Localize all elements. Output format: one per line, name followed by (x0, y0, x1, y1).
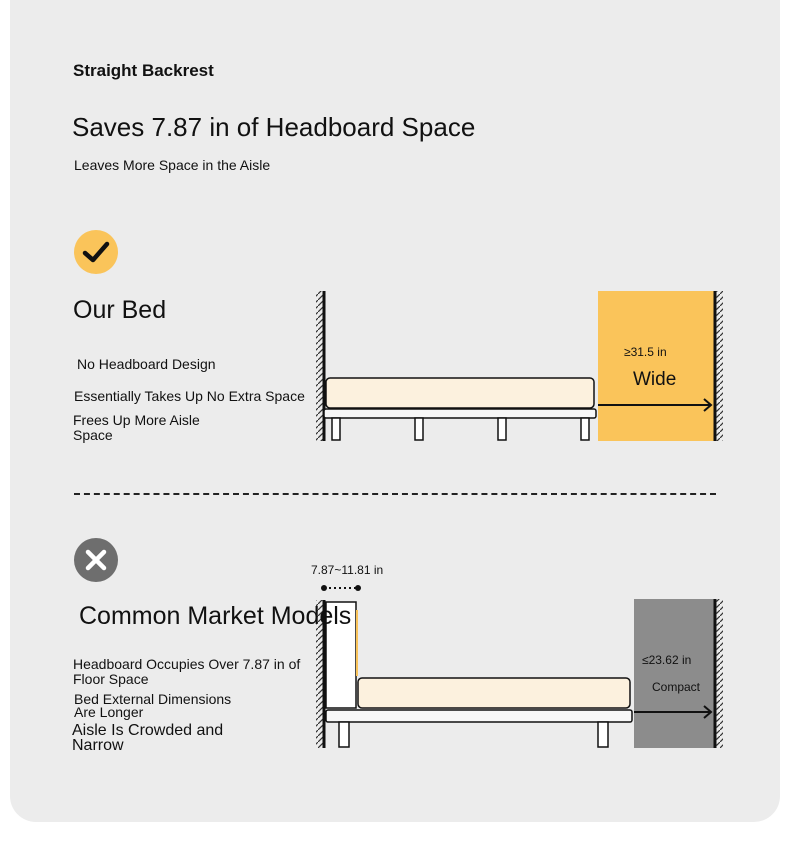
bed-leg (498, 418, 506, 440)
headline: Saves 7.87 in of Headboard Space (72, 112, 476, 142)
bed-leg (339, 722, 349, 747)
our-bed-feature: No Headboard Design (77, 356, 216, 372)
side-wall (716, 291, 723, 441)
aisle-zone-compact (634, 599, 714, 748)
common-models-title: Common Market Models (79, 602, 352, 630)
bed-frame (326, 710, 632, 722)
check-badge (74, 230, 118, 274)
bed-frame (324, 409, 596, 418)
aisle-measure-compact: ≤23.62 in (642, 653, 692, 667)
aisle-label-compact: Compact (652, 680, 701, 694)
aisle-zone-wide (598, 291, 714, 441)
our-bed-illustration (312, 288, 732, 448)
our-bed-title: Our Bed (73, 296, 167, 324)
our-bed-feature: Essentially Takes Up No Extra Space (74, 388, 305, 404)
back-wall (316, 291, 323, 441)
our-bed-feature: Frees Up More Aisle Space (73, 412, 200, 443)
kicker-text: Straight Backrest (73, 61, 214, 80)
aisle-measure-wide: ≥31.5 in (624, 345, 667, 359)
common-models-feature: Aisle Is Crowded and Narrow (72, 722, 224, 754)
cross-icon (74, 538, 118, 582)
subline: Leaves More Space in the Aisle (74, 157, 271, 173)
mattress (326, 378, 594, 408)
bed-leg (415, 418, 423, 440)
mattress (358, 678, 630, 708)
common-models-feature: Bed External Dimensions Are Longer (74, 691, 232, 720)
section-divider (74, 493, 716, 495)
headboard-measure: 7.87~11.81 in (311, 563, 384, 577)
common-models-feature: Headboard Occupies Over 7.87 in of Floor Space (73, 656, 301, 687)
bed-leg (332, 418, 340, 440)
bed-leg (598, 722, 608, 747)
side-wall (716, 599, 723, 748)
aisle-label-wide: Wide (633, 369, 677, 390)
checkmark-icon (74, 230, 118, 274)
bed-leg (581, 418, 589, 440)
cross-badge (74, 538, 118, 582)
